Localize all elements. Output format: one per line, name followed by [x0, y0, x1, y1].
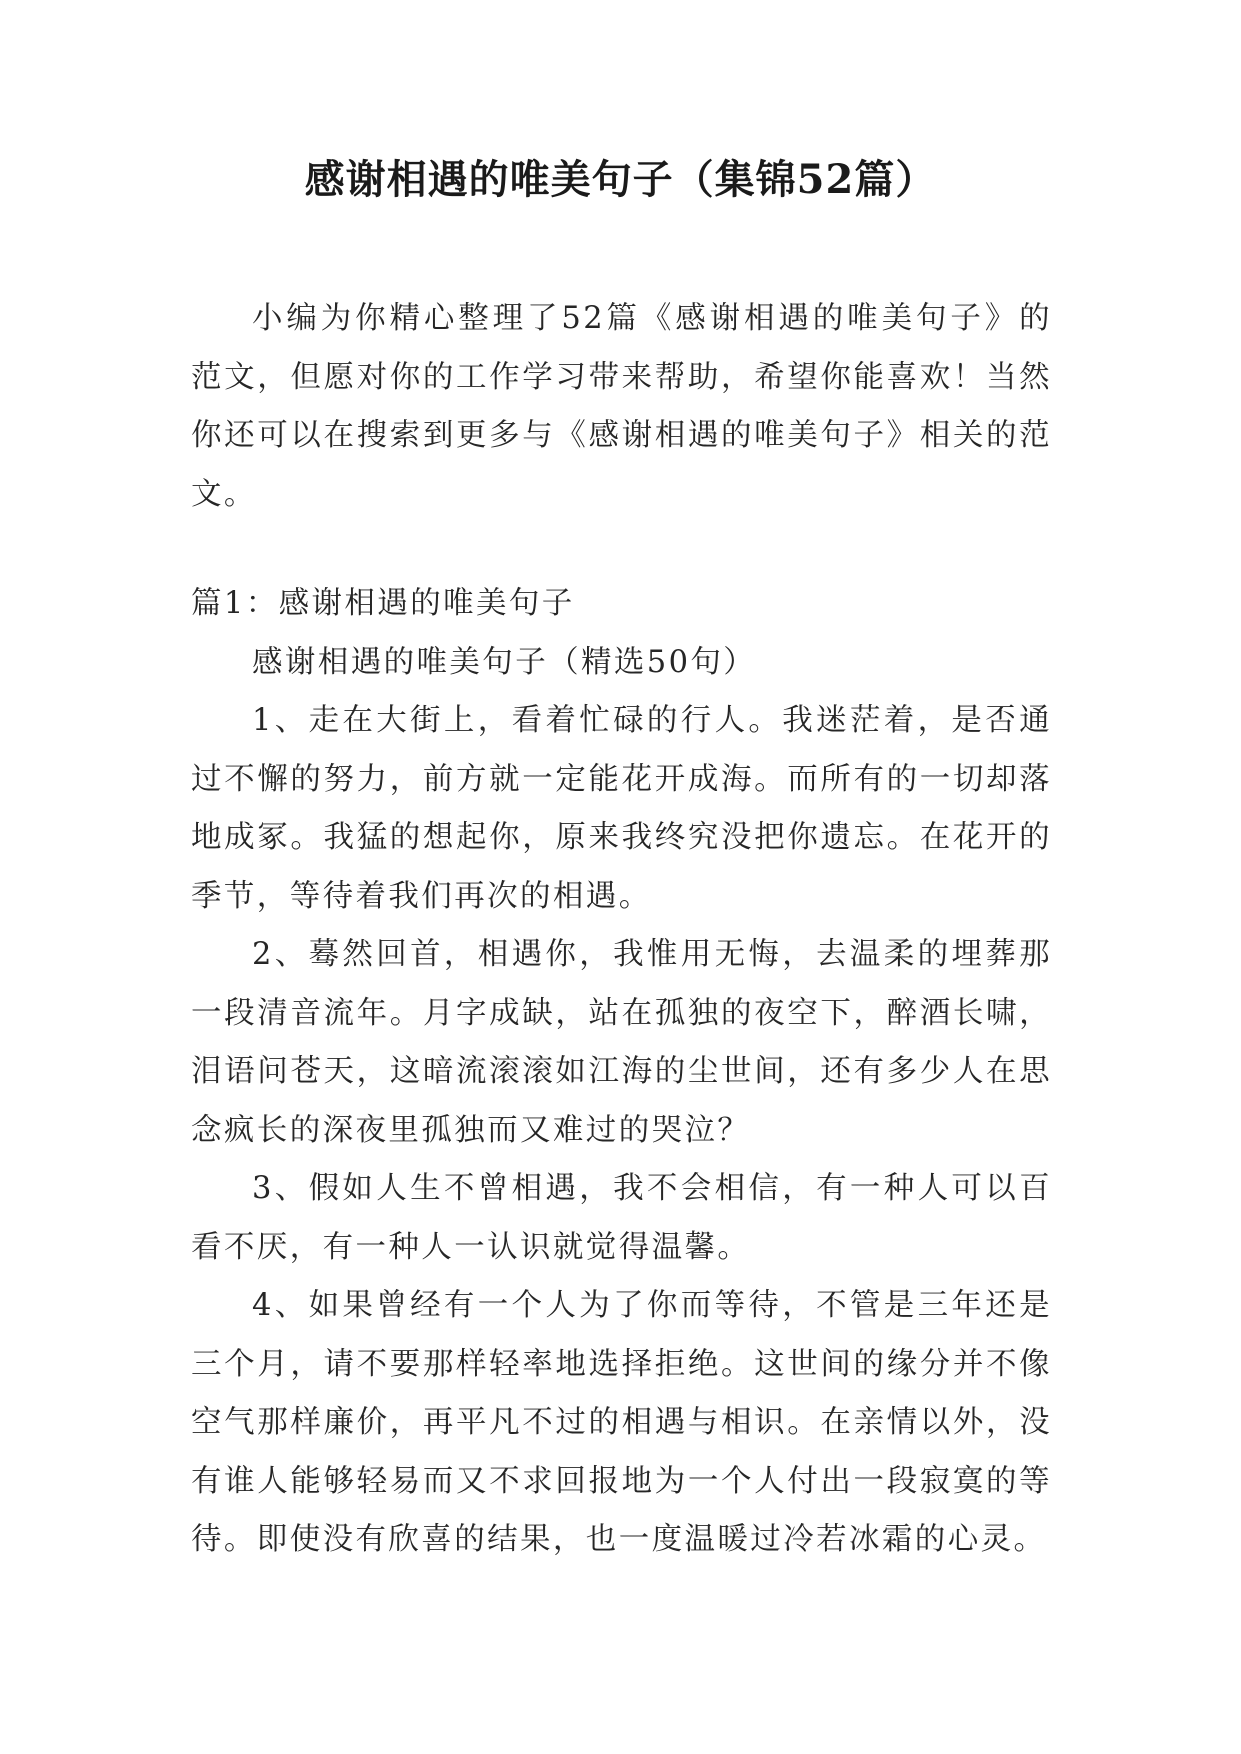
section-heading: 篇1：感谢相遇的唯美句子 [191, 586, 575, 621]
paragraph-1: 1、走在大街上，看着忙碌的行人。我迷茫着，是否通过不懈的努力，前方就一定能花开成海。而所有的一切却落地成冢。我猛的想起你，原来我终究没把你遗忘。在花开的季节，等待着我们再次的相遇。 [191, 703, 1052, 914]
intro-paragraph: 小编为你精心整理了52篇《感谢相遇的唯美句子》的范文，但愿对你的工作学习带来帮助，希望你能喜欢！当然你还可以在搜索到更多与《感谢相遇的唯美句子》相关的范文。 [191, 301, 1052, 512]
paragraph-4: 4、如果曾经有一个人为了你而等待，不管是三年还是三个月，请不要那样轻率地选择拒绝。这世间的缘分并不像空气那样廉价，再平凡不过的相遇与相识。在亲情以外，没有谁人能够轻易而又不求回报地为一个人付出一段寂寞的等待。即使没有欣喜的结果，也一度温暖过冷若冰霜的心灵。 [191, 1288, 1052, 1557]
document-title: 感谢相遇的唯美句子（集锦52篇） [304, 156, 937, 203]
intro-block [191, 290, 1052, 524]
chapter-block [191, 575, 1052, 1570]
section-subtitle: 感谢相遇的唯美句子（精选50句） [252, 644, 757, 680]
paragraph-2: 2、蓦然回首，相遇你，我惟用无悔，去温柔的埋葬那一段清音流年。月字成缺，站在孤独的夜空下，醉酒长啸，泪语问苍天，这暗流滚滚如江海的尘世间，还有多少人在思念疯长的深夜里孤独而又难过的哭泣？ [191, 937, 1052, 1148]
paragraph-3: 3、假如人生不曾相遇，我不会相信，有一种人可以百看不厌，有一种人一认识就觉得温馨。 [191, 1171, 1052, 1265]
